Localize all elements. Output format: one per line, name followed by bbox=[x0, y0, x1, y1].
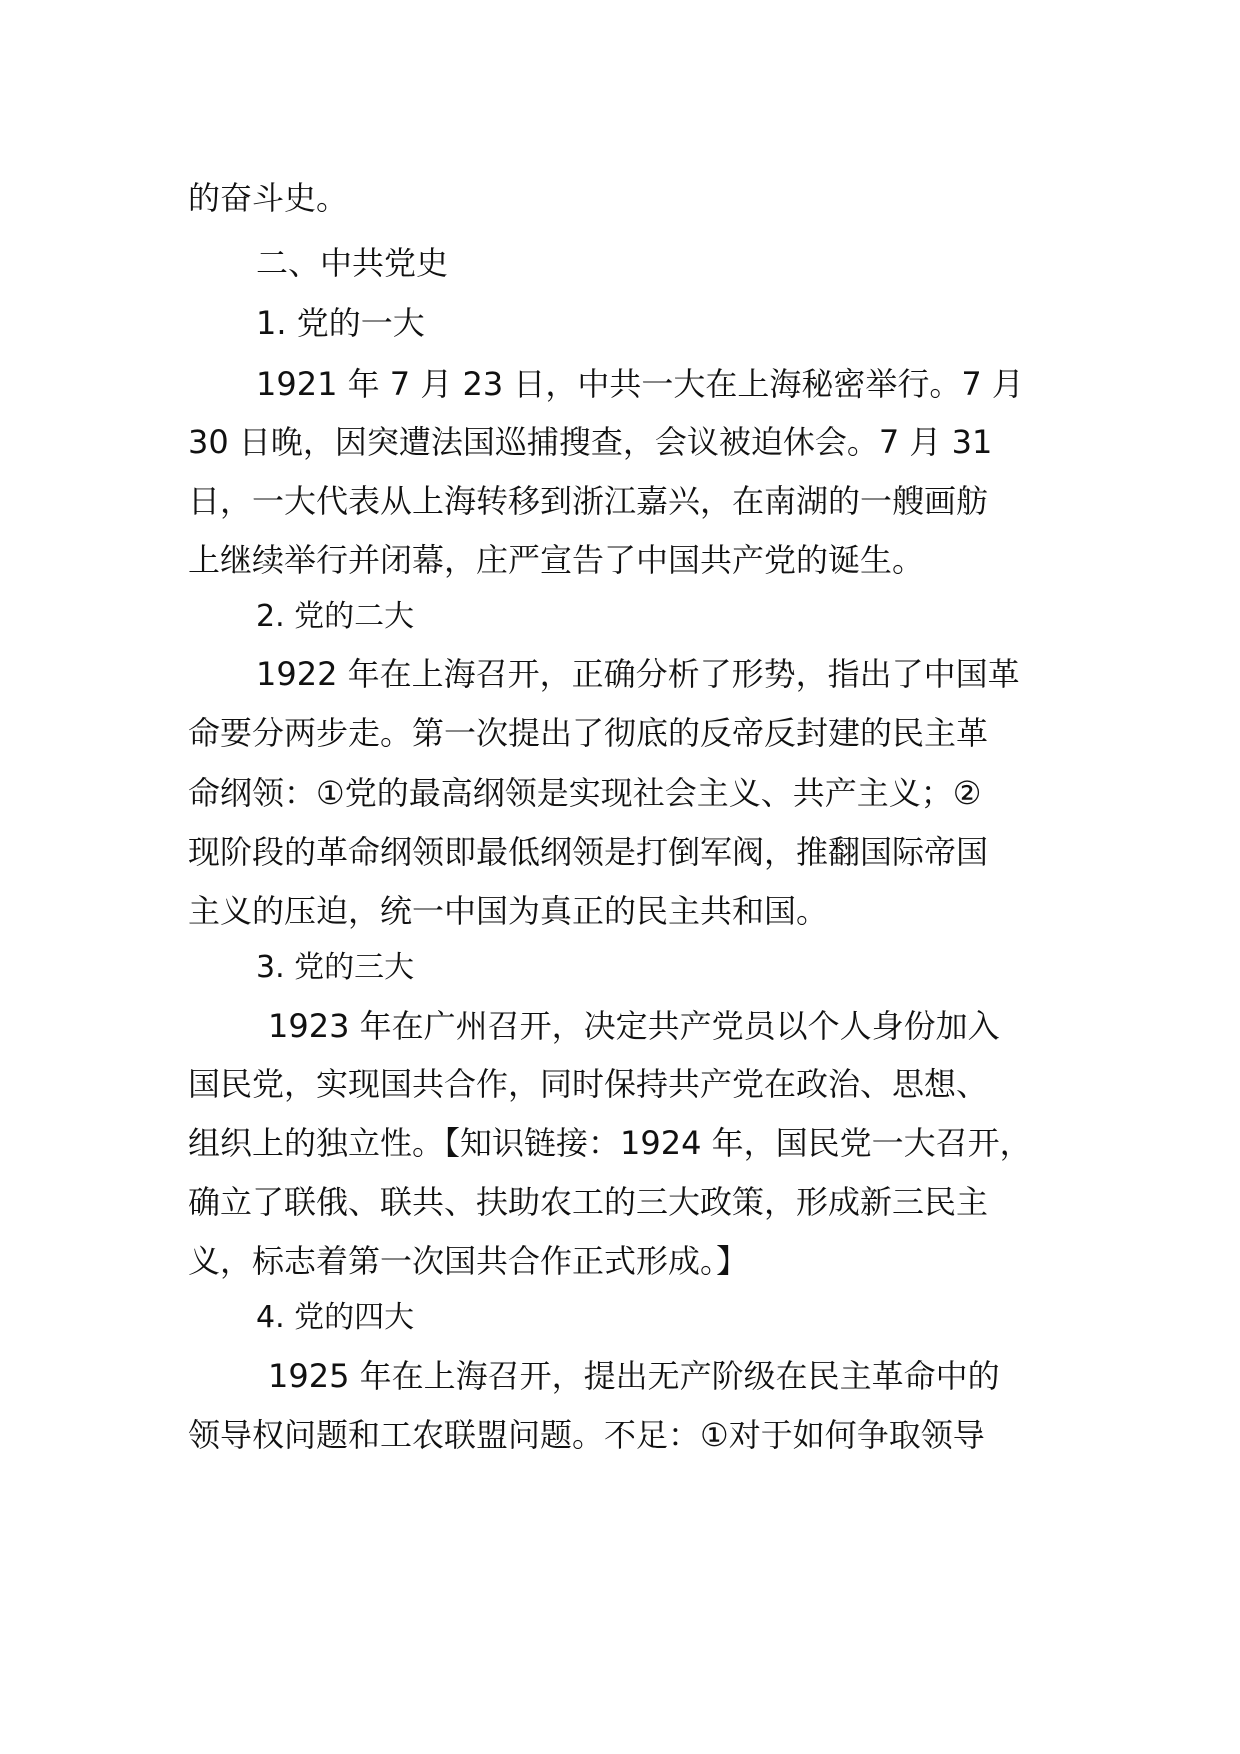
text-line: 命纲领：①党的最高纲领是实现社会主义、共产主义；② bbox=[188, 774, 982, 812]
text-line: 领导权问题和工农联盟问题。不足：①对于如何争取领导 bbox=[188, 1416, 985, 1454]
section-heading: 二、中共党史 bbox=[256, 244, 449, 282]
text-line: 30 日晚，因突遭法国巡捕搜查，会议被迫休会。7 月 31 bbox=[188, 423, 993, 461]
text-line: 1921 年 7 月 23 日，中共一大在上海秘密举行。7 月 bbox=[256, 365, 1024, 403]
subsection-heading: 3. 党的三大 bbox=[256, 950, 415, 985]
text-line: 1922 年在上海召开，正确分析了形势，指出了中国革 bbox=[256, 655, 1020, 693]
text-line: 上继续举行并闭幕，庄严宣告了中国共产党的诞生。 bbox=[188, 541, 925, 579]
text-line: 国民党，实现国共合作，同时保持共产党在政治、思想、 bbox=[188, 1065, 989, 1103]
subsection-heading: 4. 党的四大 bbox=[256, 1300, 415, 1335]
text-line: 命要分两步走。第一次提出了彻底的反帝反封建的民主革 bbox=[188, 714, 989, 752]
text-line: 组织上的独立性。【知识链接：1924 年，国民党一大召开， bbox=[188, 1124, 1032, 1162]
text-line: 的奋斗史。 bbox=[188, 179, 349, 217]
text-line: 义，标志着第一次国共合作正式形成。】 bbox=[188, 1242, 749, 1280]
text-line: 现阶段的革命纲领即最低纲领是打倒军阀，推翻国际帝国 bbox=[188, 833, 989, 871]
text-line: 主义的压迫，统一中国为真正的民主共和国。 bbox=[188, 892, 829, 930]
subsection-heading: 2. 党的二大 bbox=[256, 599, 415, 634]
text-line: 日，一大代表从上海转移到浙江嘉兴，在南湖的一艘画舫 bbox=[188, 482, 989, 520]
text-line: 1923 年在广州召开，决定共产党员以个人身份加入 bbox=[268, 1007, 1000, 1045]
text-line: 1925 年在上海召开，提出无产阶级在民主革命中的 bbox=[268, 1357, 1000, 1395]
text-line: 确立了联俄、联共、扶助农工的三大政策，形成新三民主 bbox=[188, 1183, 989, 1221]
subsection-heading: 1. 党的一大 bbox=[256, 304, 425, 342]
